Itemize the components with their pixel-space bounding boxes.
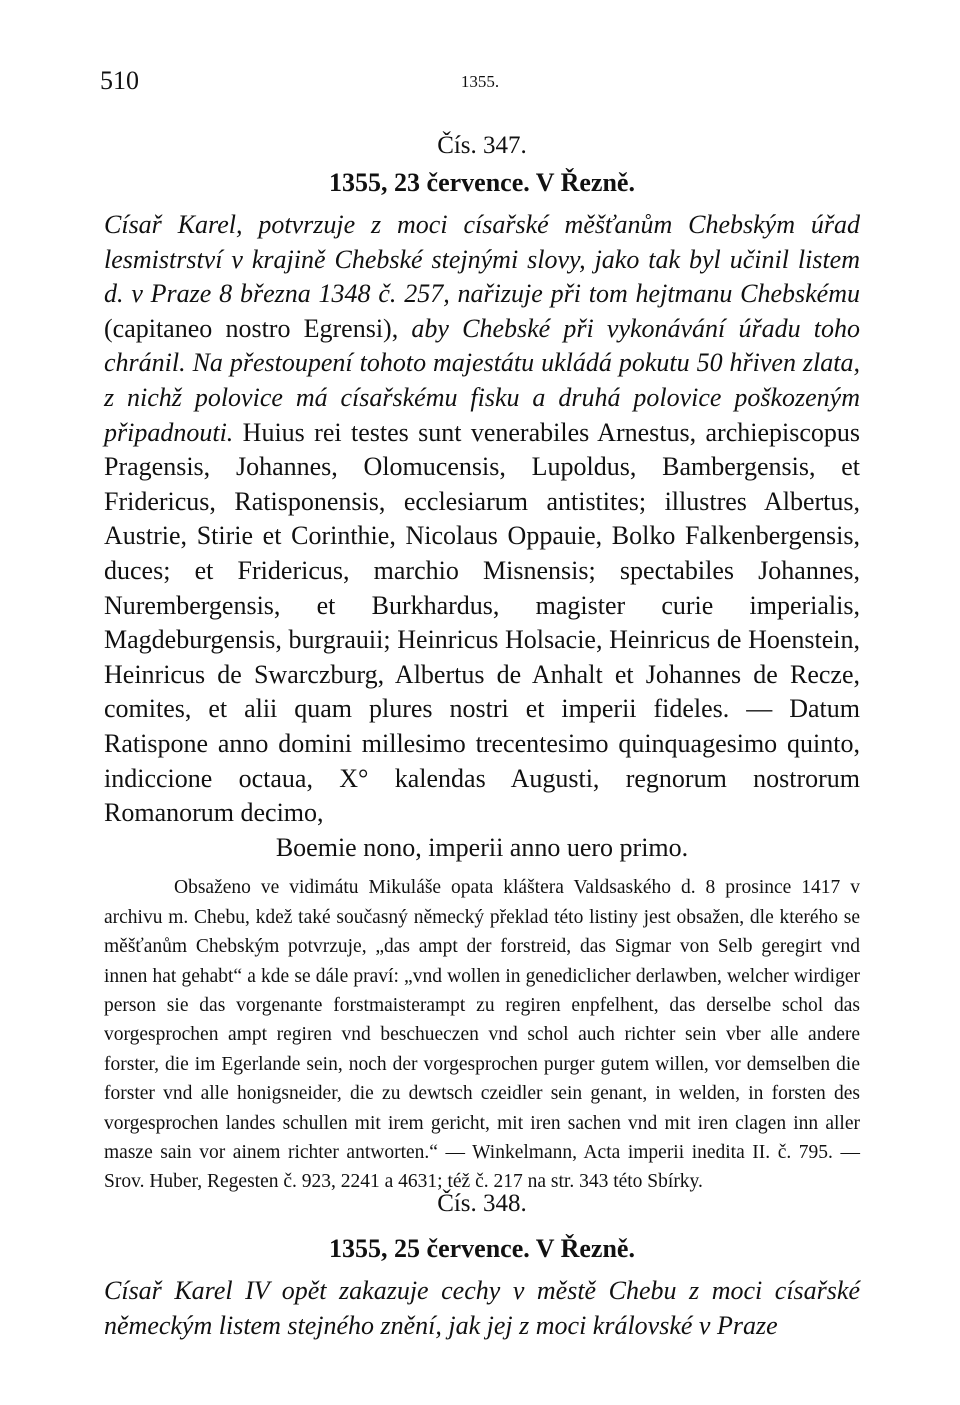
entry-number: Čís. 348. — [437, 1190, 527, 1217]
entry-date-place: 1355, 25 července. V Řezně. — [329, 1234, 635, 1263]
regest-text-continued: aby Chebské při vykonávání úřadu toho chránil. Na přestoupení tohoto majestátu ukládá pokutu 50 hřiven zlata, z nichž polovice má císařskému fisku a druhá polovice poškozeným připadnouti. — [104, 313, 860, 447]
document-entry-347 — [104, 130, 860, 1197]
editorial-note: Obsaženo ve vidimátu Mikuláše opata kláštera Valdsaského d. 8 prosince 1417 v archivu m. Chebu, kdež také současný německý překlad této listiny jest obsažen, dle kterého se měšťanům Chebským potvrzuje, „das ampt der forstreid, das Sigmar von Selb geregirt vnd innen hat gehabt“ a kde se dále praví: „vnd wollen in genediclicher derlawben, welcher wirdiger person sie das vorgenante forstmaisterampt zu regiren enpfelhent, das derselbe schol das vorgesprochen ampt regiren vnd beschueczen vnd schol auch richter sein vber alle andere forster, die im Egerlande sein, noch der vorgesprochen purger gutem willen, vor demselben die forster vnd alle honigsneider, die zu dewtsch czeidler sein genant, in welden, in forsten des vorgesprochen landes schullen mit irem gericht, mit iren sachen vnd mit iren clagen inn aller masze sain vor ainem richter antworten.“ — Winkelmann, Acta imperii inedita II. č. 795. — Srov. Huber, Regesten č. 923, 2241 a 4631; též č. 217 na str. 343 této Sbírky. — [104, 877, 860, 1193]
charter-closing-line: Boemie nono, imperii anno uero primo. — [275, 832, 689, 862]
document-entry-348 — [104, 1188, 860, 1343]
entry-number: Čís. 347. — [437, 132, 527, 159]
page-header — [100, 66, 860, 100]
regest-text: Císař Karel IV opět zakazuje cechy v městě Chebu z moci císařské německým listem stejného znění, jak jej z moci královské v Praze — [104, 1276, 860, 1340]
entry-date-place: 1355, 23 července. V Řezně. — [329, 168, 635, 197]
running-head-year: 1355. — [460, 72, 500, 91]
regest-latin-phrase: (capitaneo nostro Egrensi), — [104, 313, 412, 343]
regest-text: Císař Karel, potvrzuje z moci císařské měšťanům Chebským úřad lesmistrství v krajině Chebské stejnými slovy, jako tak byl učinil listem d. v Praze 8 března 1348 č. 257, nařizuje při tom hejtmanu Chebskému — [104, 210, 860, 309]
charter-text: Huius rei testes sunt venerabiles Arnestus, archiepiscopus Pragensis, Johannes, Olomucensis, Lupoldus, Bambergensis, et Fridericus, Ratisponensis, ecclesiarum antistites; illustres Albertus, Austrie, Stirie et Corinthie, Nicolaus Oppauie, Bolko Falkenbergensis, duces; et Fridericus, marchio Misnensis; spectabiles Johannes, Nurembergensis, et Burkhardus, magister curie imperialis, Magdeburgensis, burgrauii; Heinricus Holsacie, Heinricus de Hoenstein, Heinricus de Swarczburg, Albertus de Anhalt et Johannes de Recze, comites, et alii quam plures nostri et imperii fideles. — Datum Ratispone anno domini millesimo trecentesimo quinquagesimo quinto, indiccione octaua, X° kalendas Augusti, regnorum nostrorum Romanorum decimo, — [104, 417, 860, 828]
page-number: 510 — [100, 66, 139, 95]
entry-body — [104, 208, 860, 831]
